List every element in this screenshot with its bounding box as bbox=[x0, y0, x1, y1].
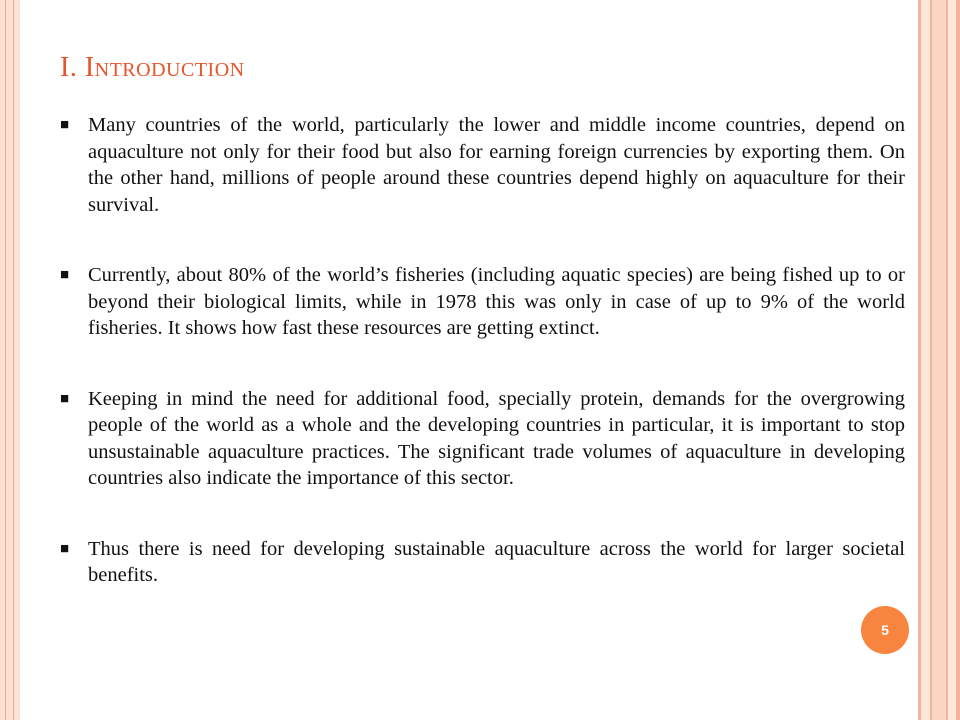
bullet-square-icon: ■ bbox=[60, 540, 70, 557]
bullet-item bbox=[60, 536, 905, 589]
page-number-badge: 5 bbox=[861, 606, 909, 654]
bullet-square-icon: ■ bbox=[60, 390, 70, 407]
bullet-item bbox=[60, 386, 905, 492]
bullet-square-icon: ■ bbox=[60, 267, 70, 283]
bullet-text: Thus there is need for developing sustainable aquaculture across the world for larger societal benefits. bbox=[88, 537, 905, 586]
bullet-list bbox=[60, 112, 905, 633]
bullet-square-icon: ■ bbox=[60, 117, 70, 133]
bullet-text: Many countries of the world, particularly the lower and middle income countries, depend on aquaculture not only for their food but also for earning foreign currencies by exporting them. On the other hand, millions of people around these countries depend highly on aquaculture for their survival. bbox=[88, 114, 905, 216]
left-frame-border bbox=[0, 0, 20, 720]
slide-title: I. Introduction bbox=[60, 52, 245, 83]
bullet-text: Keeping in mind the need for additional food, specially protein, demands for the overgrowing people of the world as a whole and the developing countries in particular, it is important to stop unsustainable aquaculture practices. The significant trade volumes of aquaculture in developing countries also indicate the importance of this sector. bbox=[88, 387, 905, 489]
bullet-item bbox=[60, 262, 905, 342]
right-frame-border bbox=[918, 0, 960, 720]
bullet-item bbox=[60, 112, 905, 218]
bullet-text: Currently, about 80% of the world’s fisheries (including aquatic species) are being fished up to or beyond their biological limits, while in 1978 this was only in case of up to 9% of the world fisheries. It shows how fast these resources are getting extinct. bbox=[88, 264, 905, 339]
